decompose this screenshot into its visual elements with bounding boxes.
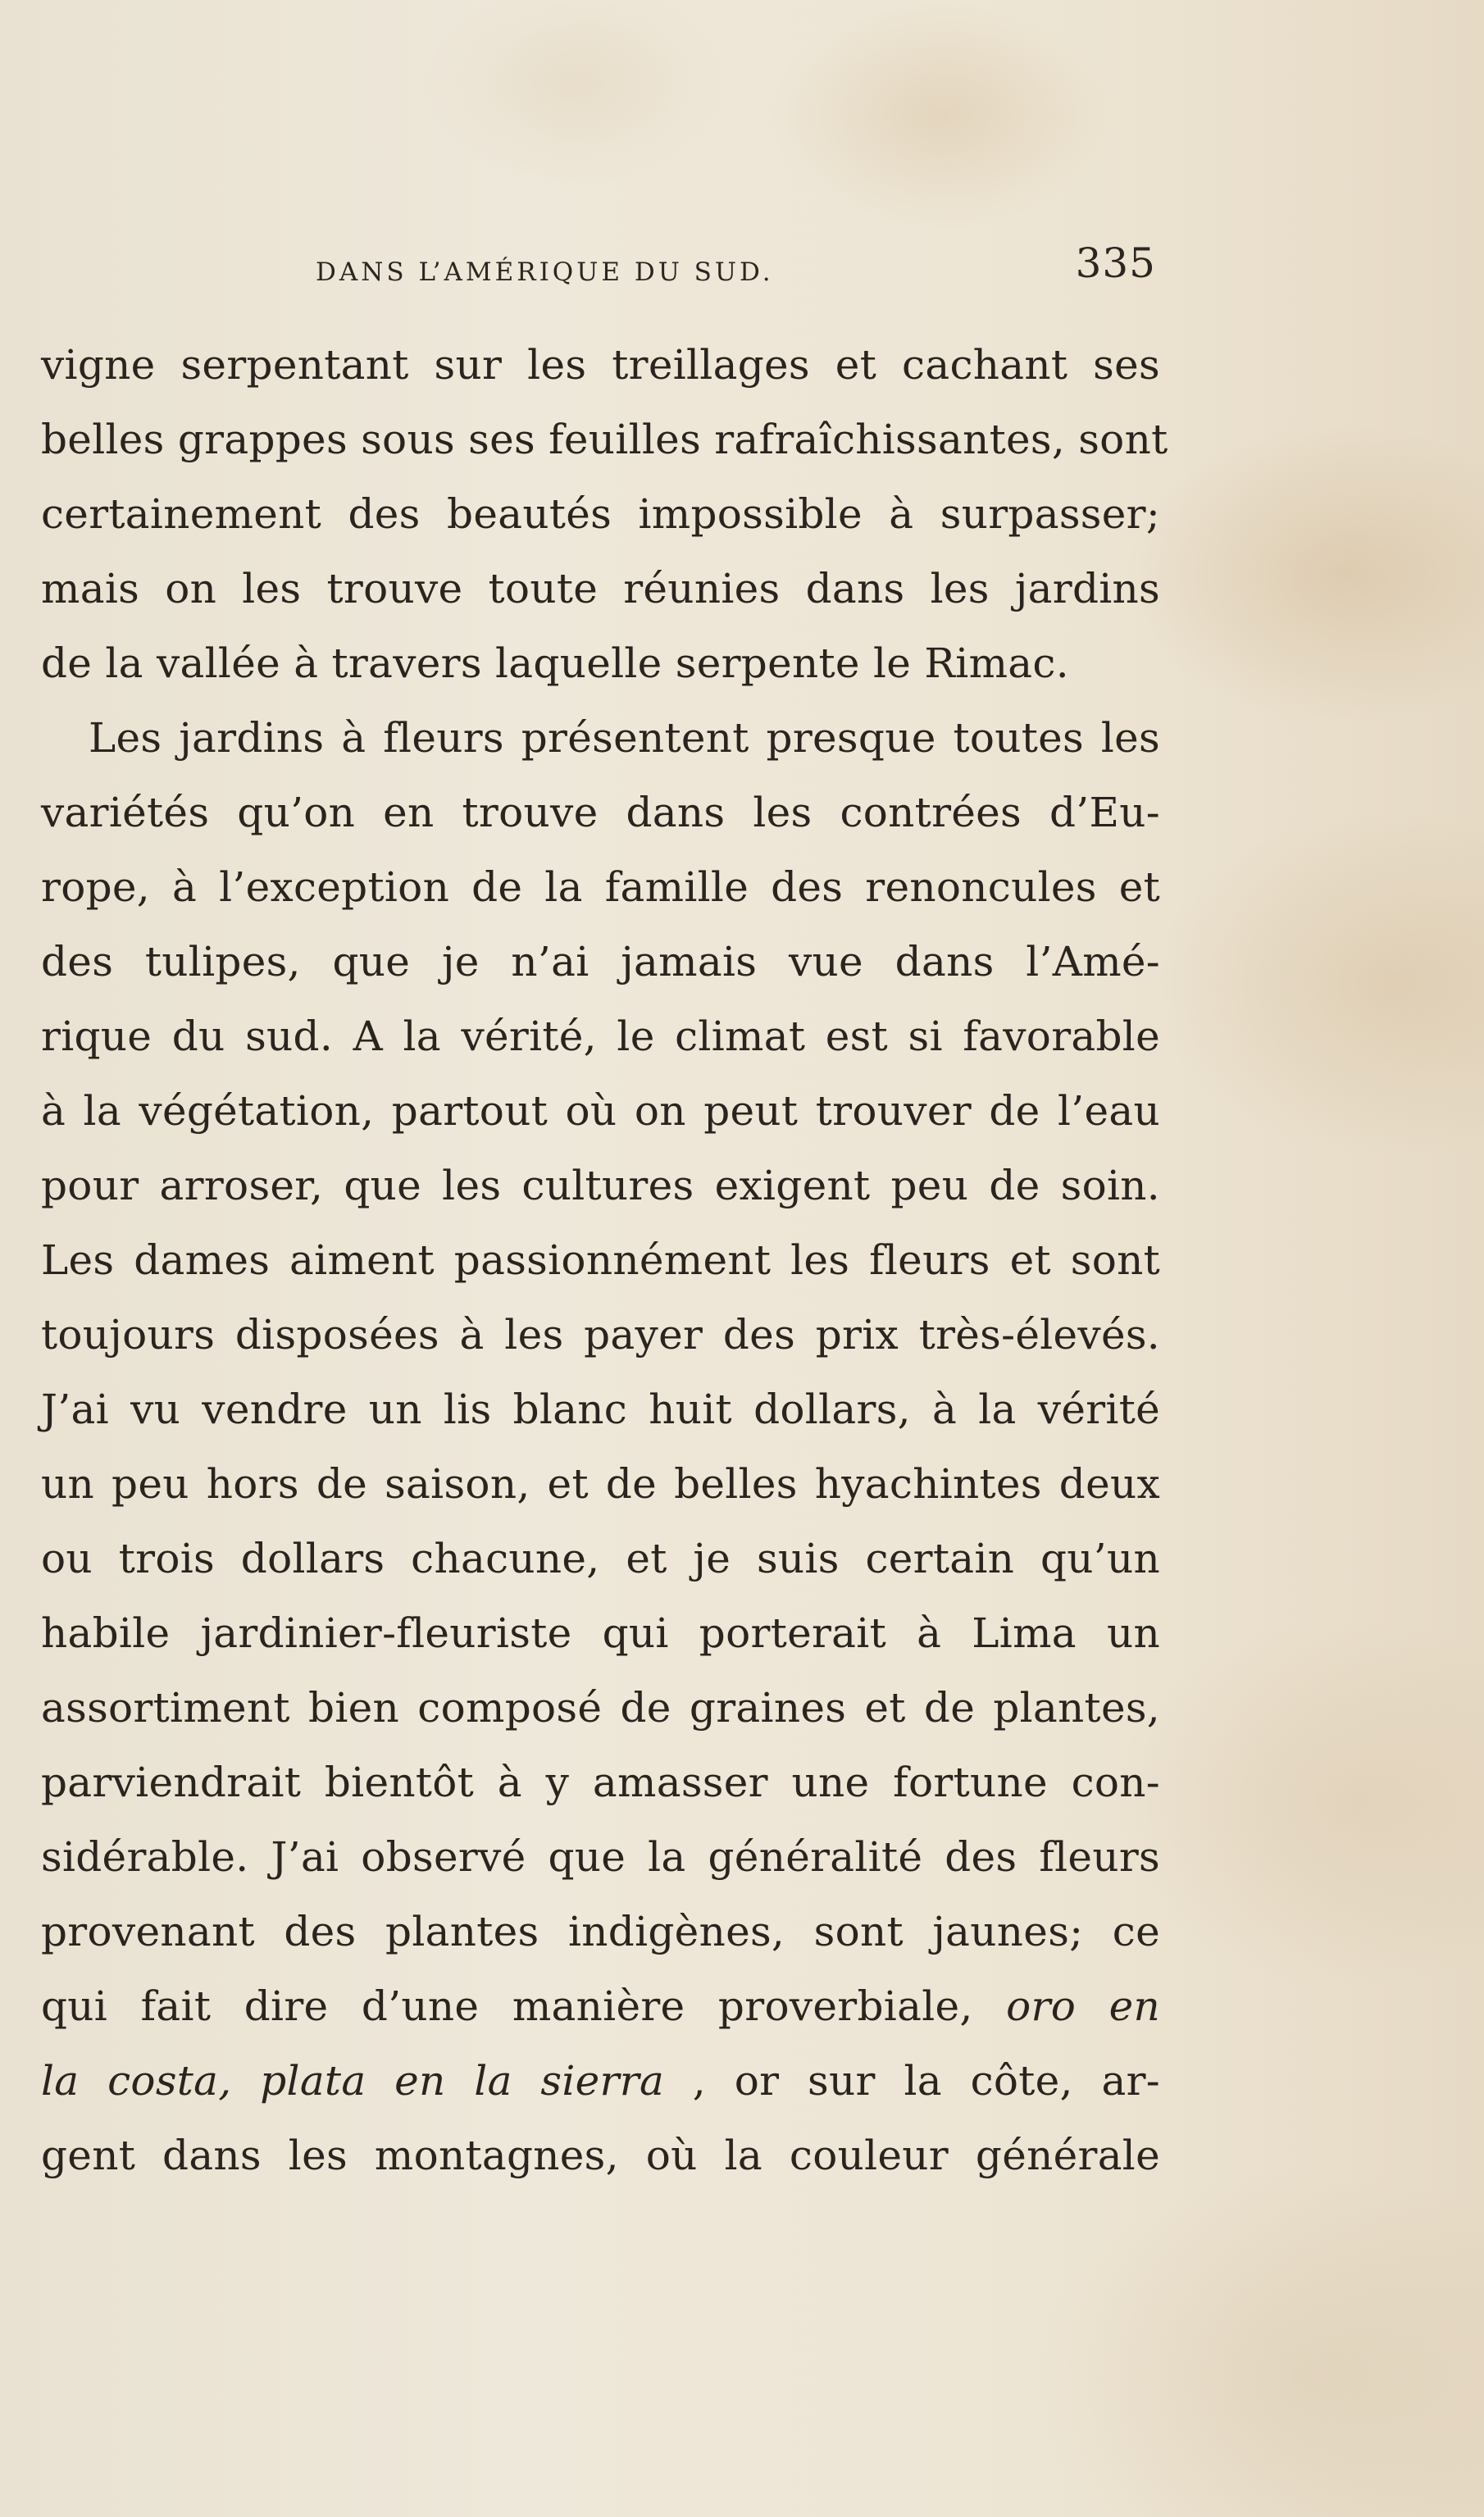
- text-segment: , or sur la côte, ar-: [692, 2057, 1160, 2105]
- italic-phrase: oro en: [1006, 1982, 1161, 2030]
- text-line: variétés qu’on en trouve dans les contrées d’Eu-: [41, 789, 1160, 836]
- text-line: J’ai vu vendre un lis blanc huit dollars, à la vérité: [41, 1386, 1160, 1433]
- body-text: [41, 328, 1168, 2193]
- text-line: parviendrait bientôt à y amasser une fortune con-: [41, 1759, 1160, 1806]
- text-line: assortiment bien composé de graines et de plantes,: [41, 1684, 1160, 1732]
- text-line: pour arroser, que les cultures exigent peu de soin.: [41, 1162, 1160, 1209]
- page-number: 335: [1075, 239, 1156, 287]
- text-line: à la végétation, partout où on peut trouver de l’eau: [41, 1087, 1160, 1135]
- text-line: rique du sud. A la vérité, le climat est si favorable: [41, 1013, 1160, 1060]
- text-line: vigne serpentant sur les treillages et cachant ses: [41, 341, 1160, 389]
- text-line: des tulipes, que je n’ai jamais vue dans l’Amé-: [41, 938, 1160, 985]
- text-line: un peu hors de saison, et de belles hyachintes deux: [41, 1460, 1160, 1508]
- text-line: gent dans les montagnes, où la couleur générale: [41, 2132, 1160, 2179]
- text-line: ou trois dollars chacune, et je suis certain qu’un: [41, 1535, 1160, 1582]
- text-line: habile jardinier-fleuriste qui porterait à Lima un: [41, 1609, 1160, 1657]
- text-line: [41, 1969, 1160, 2044]
- page-header: [316, 238, 1156, 303]
- text-line: toujours disposées à les payer des prix très-élevés.: [41, 1311, 1160, 1359]
- paragraph-first-line: Les jardins à fleurs présentent presque toutes les: [89, 714, 1160, 762]
- text-line: certainement des beautés impossible à surpasser;: [41, 490, 1160, 538]
- running-title: DANS L’AMÉRIQUE DU SUD.: [316, 257, 774, 287]
- text-segment: qui fait dire d’une manière proverbiale,: [41, 1982, 973, 2030]
- text-line: de la vallée à travers laquelle serpente le Rimac.: [41, 639, 1069, 687]
- text-line: sidérable. J’ai observé que la généralité des fleurs: [41, 1833, 1160, 1881]
- text-line: [41, 2044, 1160, 2119]
- italic-phrase: la costa, plata en la sierra: [41, 2057, 665, 2105]
- text-line: rope, à l’exception de la famille des renoncules et: [41, 863, 1160, 911]
- text-line: belles grappes sous ses feuilles rafraîchissantes, sont: [41, 416, 1168, 463]
- text-line: provenant des plantes indigènes, sont jaunes; ce: [41, 1908, 1160, 1955]
- text-line: Les dames aiment passionnément les fleurs et sont: [41, 1236, 1160, 1284]
- text-line: mais on les trouve toute réunies dans les jardins: [41, 565, 1160, 612]
